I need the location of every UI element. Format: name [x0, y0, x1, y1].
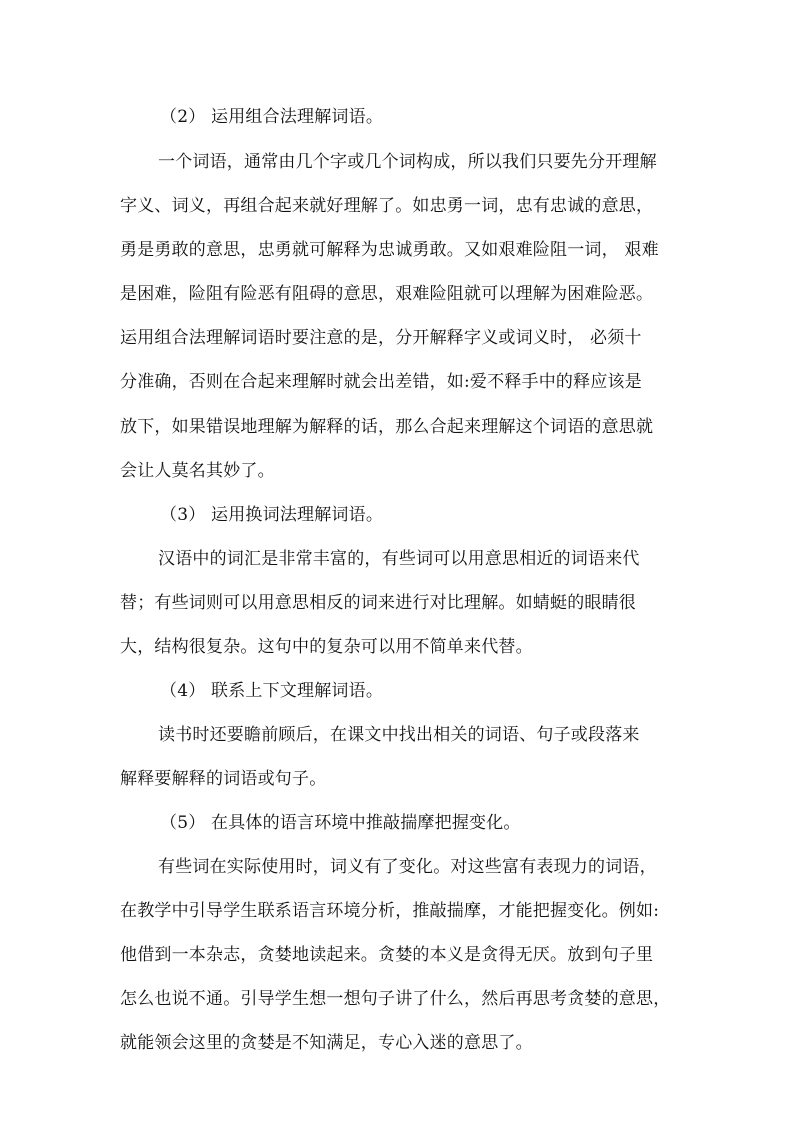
section-heading-4: （4） 联系上下文理解词语。	[160, 681, 384, 701]
paragraph-line: 字义、词义，再组合起来就好理解了。如忠勇一词，忠有忠诚的意思，	[120, 196, 654, 216]
paragraph-line: 怎么也说不通。引导学生想一想句子讲了什么，然后再思考贪婪的意思，	[120, 989, 671, 1009]
paragraph-line: 大，结构很复杂。这句中的复杂可以用不简单来代替。	[120, 637, 533, 657]
paragraph-line: 解释要解释的词语或句子。	[120, 769, 327, 789]
paragraph-line: 勇是勇敢的意思，忠勇就可解释为忠诚勇敢。又如艰难险阻一词， 艰难	[120, 240, 659, 260]
paragraph-line: 有些词在实际使用时，词义有了变化。对这些富有表现力的词语，	[158, 857, 657, 877]
section-heading-3: （3） 运用换词法理解词语。	[160, 505, 384, 525]
section-heading-2: （2） 运用组合法理解词语。	[160, 107, 384, 127]
paragraph-line: 汉语中的词汇是非常丰富的，有些词可以用意思相近的词语来代	[158, 549, 640, 569]
paragraph-line: 替；有些词则可以用意思相反的词来进行对比理解。如蜻蜓的眼睛很	[120, 593, 636, 613]
paragraph-line: 运用组合法理解词语时要注意的是，分开解释字义或词义时， 必须十	[120, 328, 642, 348]
paragraph-line: 他借到一本杂志，贪婪地读起来。贪婪的本义是贪得无厌。放到句子里	[120, 945, 654, 965]
paragraph-line: 在教学中引导学生联系语言环境分析，推敲揣摩，才能把握变化。例如:	[120, 901, 660, 921]
paragraph-line: 会让人莫名其妙了。	[120, 461, 275, 481]
paragraph-line: 放下，如果错误地理解为解释的话，那么合起来理解这个词语的意思就	[120, 417, 654, 437]
paragraph-line: 就能领会这里的贪婪是不知满足，专心入迷的意思了。	[120, 1033, 533, 1053]
paragraph-line: 是困难，险阻有险恶有阻碍的意思，艰难险阻就可以理解为困难险恶。	[120, 284, 654, 304]
paragraph-line: 读书时还要瞻前顾后，在课文中找出相关的词语、句子或段落来	[158, 725, 640, 745]
section-heading-5: （5） 在具体的语言环境中推敲揣摩把握变化。	[160, 813, 521, 833]
paragraph-line: 一个词语，通常由几个字或几个词构成，所以我们只要先分开理解	[158, 152, 657, 172]
paragraph-line: 分准确，否则在合起来理解时就会出差错，如:爱不释手中的释应该是	[120, 372, 642, 392]
